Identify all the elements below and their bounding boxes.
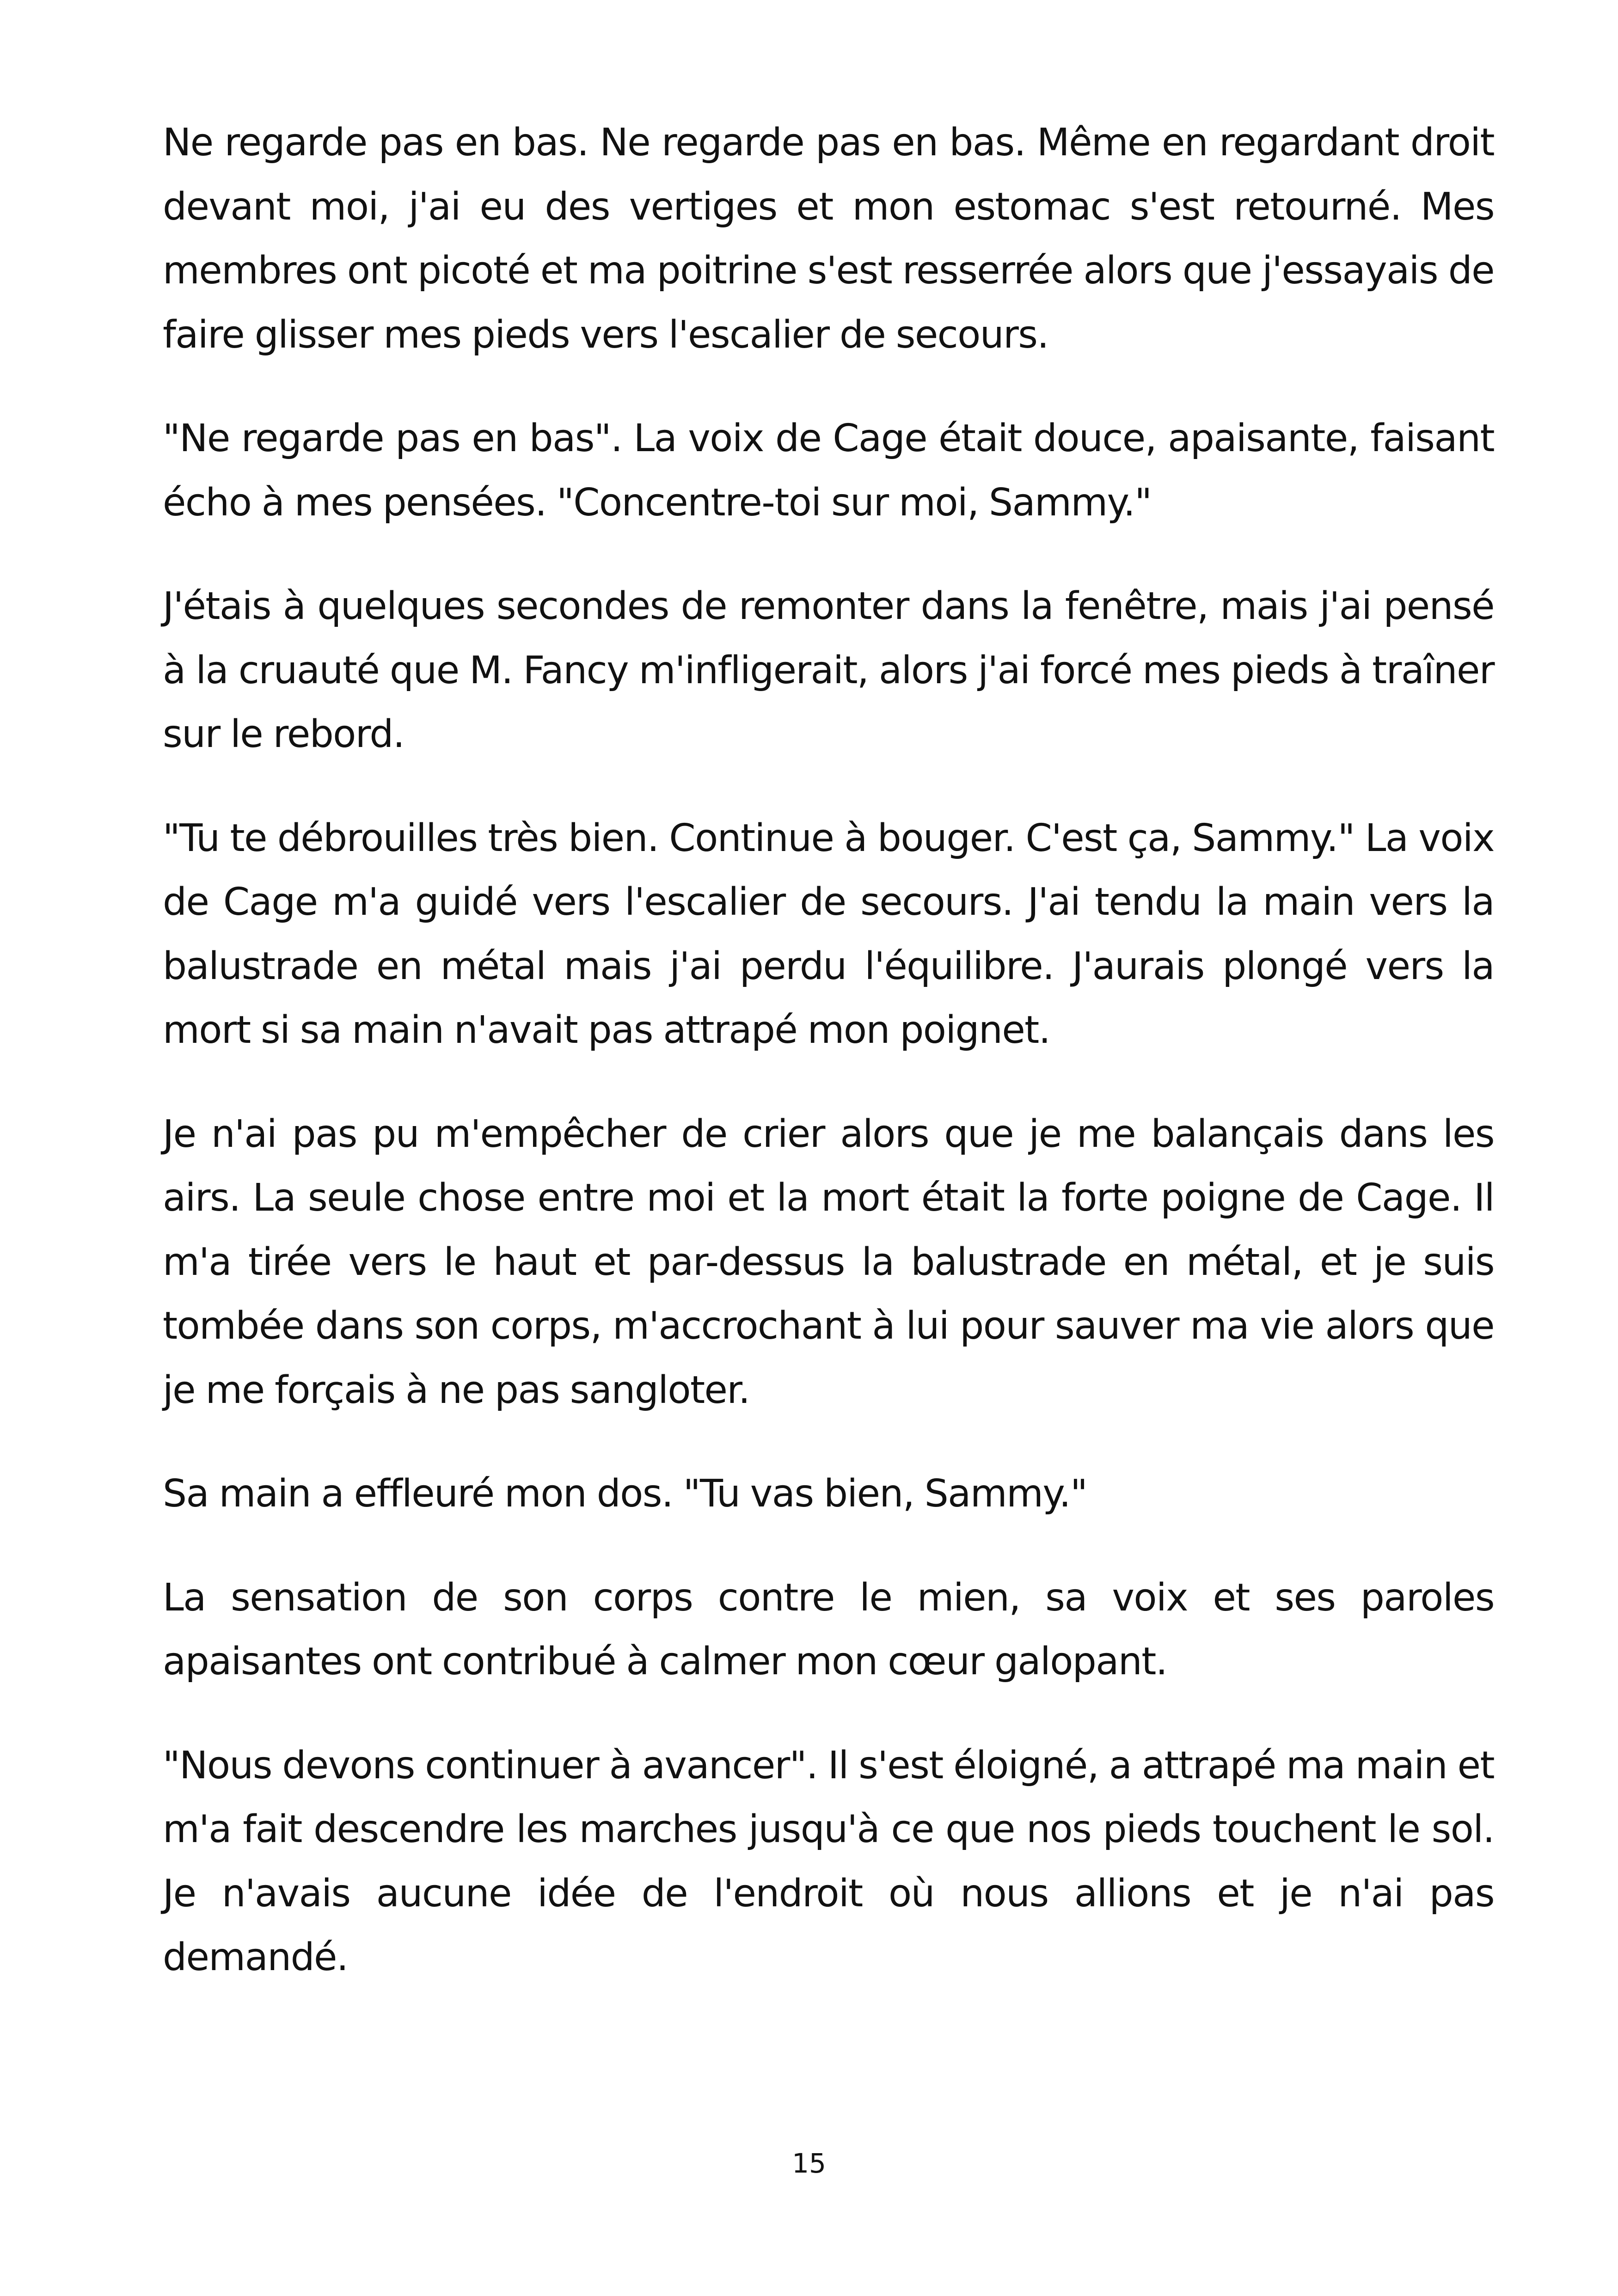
paragraph-4: "Tu te débrouilles très bien. Continue à bouger. C'est ça, Sammy." La voix de Cage m'a guidé vers l'escalier de secours. J'ai tendu la main vers la balustrade en métal mais j'ai perdu l'équilibre. J'aurais plongé vers la mort si sa main n'avait pas attrapé mon poignet. bbox=[163, 816, 1494, 1052]
paragraph-2: "Ne regarde pas en bas". La voix de Cage était douce, apaisante, faisant écho à mes pensées. "Concentre-toi sur moi, Sammy." bbox=[163, 416, 1494, 525]
body-text bbox=[163, 111, 1494, 1990]
paragraph-8: "Nous devons continuer à avancer". Il s'est éloigné, a attrapé ma main et m'a fait descendre les marches jusqu'à ce que nos pieds touchent le sol. Je n'avais aucune idée de l'endroit où nous allions et je n'ai pas demandé. bbox=[163, 1743, 1494, 1979]
paragraph-1: Ne regarde pas en bas. Ne regarde pas en bas. Même en regardant droit devant moi, j'ai eu des vertiges et mon estomac s'est retourné. Mes membres ont picoté et ma poitrine s'est resserrée alors que j'essayais de faire glisser mes pieds vers l'escalier de secours. bbox=[163, 121, 1494, 357]
paragraph-5: Je n'ai pas pu m'empêcher de crier alors que je me balançais dans les airs. La seule chose entre moi et la mort était la forte poigne de Cage. Il m'a tirée vers le haut et par-dessus la balustrade en métal, et je suis tombée dans son corps, m'accrochant à lui pour sauver ma vie alors que je me forçais à ne pas sangloter. bbox=[163, 1112, 1494, 1412]
paragraph-7: La sensation de son corps contre le mien, sa voix et ses paroles apaisantes ont contribué à calmer mon cœur galopant. bbox=[163, 1575, 1494, 1684]
page-number: 15 bbox=[792, 2148, 826, 2179]
paragraph-6: Sa main a effleuré mon dos. "Tu vas bien, Sammy." bbox=[163, 1472, 1087, 1516]
paragraph-3: J'étais à quelques secondes de remonter dans la fenêtre, mais j'ai pensé à la cruauté que M. Fancy m'infligerait, alors j'ai forcé mes pieds à traîner sur le rebord. bbox=[163, 584, 1494, 756]
